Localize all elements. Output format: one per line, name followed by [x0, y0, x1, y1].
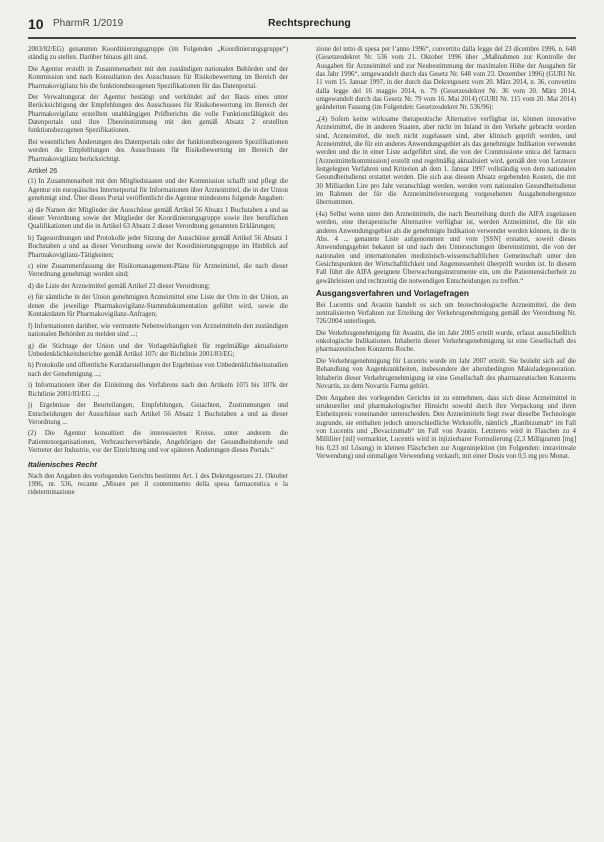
paragraph: Die Verkehrsgenehmigung für Avastin, die im Jahr 2005 erteilt wurde, erfasst ausschließlich onkologische Indikationen. Inhaberin dieser Verkehrsgenehmigung ist eine Gesellschaft des pharmazeutischen Konzerns Roche.: [316, 329, 576, 354]
list-item: f) Informationen darüber, wie vermutete Nebenwirkungen von Arzneimitteln den zuständigen nationalen Behörden zu melden sind ...;: [28, 322, 288, 338]
page-header: [28, 16, 576, 34]
paragraph: Nach den Angaben des vorlegenden Gerichts bestimmt Art. 1 des Dekretgesetzes 21. Oktober 1996, nr. 536, recante „Misure per il contenimento della spesa farmaceutica e la rideterminazione: [28, 472, 288, 497]
page-number: 10: [28, 16, 44, 32]
list-item: b) Tagesordnungen und Protokolle jeder Sitzung der Ausschüsse gemäß Artikel 56 Absatz 1 Buchstaben a und aa dieser Verordnung sowie der Koordinierungsgruppe im Hinblick auf Pharmakovigilanz-Tätigkeiten;: [28, 234, 288, 259]
journal-title: PharmR 1/2019: [53, 18, 124, 29]
list-item: i) Informationen über die Einleitung des Verfahrens nach den Artikeln 107i bis 107k der Richtlinie 2001/83/EG ...;: [28, 382, 288, 398]
list-item: a) die Namen der Mitglieder der Ausschüsse gemäß Artikel 56 Absatz 1 Buchstaben a und aa dieser Verordnung sowie der Mitglieder der Koordinierungsgruppe sowie ihre beruflichen Qualifikationen und die in Artikel 63 Absatz 2 dieser Verordnung genannten Erklärungen;: [28, 206, 288, 231]
list-item: c) eine Zusammenfassung der Risikomanagement-Pläne für Arzneimittel, die nach dieser Verordnung genehmigt worden sind;: [28, 263, 288, 279]
list-item: j) Ergebnisse der Beurteilungen, Empfehlungen, Gutachten, Zustimmungen und Entscheidungen der Ausschüsse nach Artikel 56 Absatz 1 Buchstaben a und aa dieser Verordnung ...: [28, 402, 288, 426]
paragraph: (4a) Selbst wenn unter den Arzneimitteln, die nach Beurteilung durch die AIFA zugelassen werden, eine therapeutische Alternative verfügbar ist, werden Arzneimittel, die für ein anderes Anwendungsgebiet als die genehmigte Indikation verwendet werden können, in die in Abs. 4 ... genannte Liste aufgenommen und vom [SSN] erstattet, soweit dieses Anwendungsgebiet bekannt ist und nach den Untersuchungen übereinstimmt, die von der nationalen und internationalen medizinisch-wissenschaftlichen Gemeinschaft unter den Gesichtspunkten der Wirtschaftlichkeit und Angemessenheit überprüft worden ist. In diesem Fall führt die AIFA geeignete Überwachungsinstrumente ein, um die Patientensicherheit zu gewährleisten und rechtzeitig die notwendigen Entscheidungen zu treffen.“: [316, 210, 576, 285]
header-rule: [28, 37, 576, 39]
paragraph: (1) In Zusammenarbeit mit den Mitgliedstaaten und der Kommission schafft und pflegt die Agentur ein europäisches Internetportal für Informationen über Arzneimittel, die in der Union genehmigt sind. Über dieses Portal veröffentlicht die Agentur mindestens folgende Angaben:: [28, 178, 288, 203]
paragraph: Die Agentur erstellt in Zusammenarbeit mit den zuständigen nationalen Behörden und der Kommission und nach Konsultation des Ausschusses für Risikobewertung im Bereich der Pharmakovigilanz bis die funktionsbezogenen Spezifikationen für das Datenportal.: [28, 65, 288, 90]
paragraph: 2003/82/EG) genannten Koordinierungsgruppe (im Folgenden „Koordinierungsgruppe“) ständig zu stellen. Darüber hinaus gilt sind.: [28, 46, 288, 62]
paragraph: Den Angaben des vorlegenden Gerichts ist zu entnehmen, dass sich diese Arzneimittel in struktureller und pharmakologischer Hinsicht sowohl durch ihre Verpackung und ihren Einheitspreis voneinander unterscheiden. Den Arzneimitteln liegt zwar dieselbe Technologie zugrunde, sie enthalten jedoch unterschiedliche Wirkstoffe, nämlich „Ranibizumab“ im Fall von Lucentis und „Bevacizumab“ im Fall von Avastin. Letzteres wird in Flaschen zu 4 Milliliter [ml] vermarktet, Lucentis wird in injizierbarer Formulierung (2,3 Milligramm [mg] bis 0,23 ml Lösung) in kleinen Fläschchen zur Augeninjektion (im Folgenden: intravitreale Verwendung) und einmaligen Verwendung verkauft, mit einer Dosis von 0,5 mg pro Monat.: [316, 394, 576, 460]
section-heading: Ausgangsverfahren und Vorlagefragen: [316, 288, 469, 299]
right-column: [316, 46, 576, 464]
paragraph: Die Verkehrsgenehmigung für Lucentis wurde im Jahr 2007 erteilt. Sie bezieht sich auf die Behandlung von Augenkrankheiten, insbesondere der altersbedingten Makuladegeneration. Inhaberin dieser Verkehrsgenehmigung ist eine Gesellschaft des pharmazeutischen Konzerns Novartis, zu dem Novartis Farma gehört.: [316, 357, 576, 390]
list-item: g) die Stichtage der Union und der Vorlagehäufigkeit für regelmäßige aktualisierte Unbedenklichkeitsberichte gemäß Artikel 107c der Richtlinie 2001/83/EG;: [28, 342, 288, 358]
section-title: Rechtsprechung: [268, 17, 351, 29]
paragraph: (2) Die Agentur konsultiert die interessierten Kreise, unter anderem die Patientenorganisationen, Verbraucherverbände, Angehörigen der Gesundheitsberufe und Vertreter der Industrie, vor der Einrichtung und vor späteren Änderungen dieses Portals.“: [28, 430, 288, 455]
paragraph: zione del tetto di spesa per l’anno 1996“, convertito dalla legge del 23 dicembre 1996, n. 648 (Gesetzesdekret Nr. 536 vom 21. Oktober 1996 über „Maßnahmen zur Kontrolle der Ausgaben für Arzneimittel und zur Neubestimmung der maximalen Höhe der Ausgaben für das Jahr 1996“, umgewandelt durch das Gesetz Nr. 648 vom 23. Dezember 1996) (GURI Nr. 11 vom 15. Januar 1997, in der durch das Dekretgesetz vom 20. März 2014, n. 36, convertito dalla legge del 16 maggio 2014, n. 79 (Gesetzesdekret Nr. 36 vom 20. März 2014, umgewandelt durch das Gesetz Nr. 79 vom 16. Mai 2014) (GURI Nr. 115 vom 20. Mai 2014) geänderten Fassung (im Folgenden: Gesetzesdekret Nr. 536/96):: [316, 46, 576, 112]
paragraph: Bei wesentlichen Änderungen des Datenportals oder der funktionsbezogenen Spezifikationen werden die Empfehlungen des Ausschusses für Risikobewertung im Bereich der Pharmakovigilanz berücksichtigt.: [28, 139, 288, 163]
paragraph: „(4) Sofern keine wirksame therapeutische Alternative verfügbar ist, können innovative Arzneimittel, die in anderen Staaten, aber nicht im Inland in den Verkehr gebracht worden sind, Arzneimittel, die noch nicht zugelassen sind, aber klinisch geprüft werden, und Arzneimittel, die für ein anderes Anwendungsgebiet als das genehmigte Indikation verwendet werden und die in einer Liste aufgeführt sind, die von der Commissione unica del farmaco [Arzneimittelkommission] erstellt und regelmäßig aktualisiert wird, gemäß den von Letzterer festgelegten Verfahren und Kriterien ab dem 1. Januar 1997 vollständig von dem nationalen Gesundheitsdienst erstattet werden. Die sich aus diesem Absatz ergebenden Kosten, die mit 30 Milliarden Lire pro Jahr veranschlagt werden, werden vom nationalen Gesundheitsdienst im Rahmen der für die Arzneimittelversorgung vorgesehenen Ausgabenobergrenze übernommen.: [316, 115, 576, 207]
paragraph: Bei Lucentis und Avastin handelt es sich um biotechnologische Arzneimittel, die dem zentralisierten Verfahren zur Erteilung der Verkehrsgenehmigung gemäß der Verordnung Nr. 726/2004 unterliegen.: [316, 301, 576, 326]
article-heading: Artikel 26: [28, 168, 58, 176]
paragraph: Der Verwaltungsrat der Agentur bestätigt und verkündet auf der Basis eines unter Berücksichtigung der Empfehlungen des Ausschusses für Risikobewertung im Bereich der Pharmakovigilanz erstellten unabhängigen Prüfberichts die volle Funktionsfähigkeit des Datenportals und ihre Übereinstimmung mit den gemäß Absatz 2 erstellten funktionsbezogenen Spezifikationen.: [28, 94, 288, 135]
list-item: h) Protokolle und öffentliche Kurzdarstellungen der Ergebnisse von Unbedenklichkeitsstudien nach der Genehmigung ...;: [28, 362, 288, 378]
list-item: e) für sämtliche in der Union genehmigten Arzneimittel eine Liste der Orte in der Union, an denen die jeweilige Pharmakovigilanz-Stammdokumentation geführt wird, sowie die Kontaktdaten für Pharmakovigilanz-Anfragen;: [28, 294, 288, 319]
subsection-heading: Italienisches Recht: [28, 460, 97, 470]
left-column: [28, 46, 288, 501]
list-item: d) die Liste der Arzneimittel gemäß Artikel 23 dieser Verordnung;: [28, 282, 210, 290]
